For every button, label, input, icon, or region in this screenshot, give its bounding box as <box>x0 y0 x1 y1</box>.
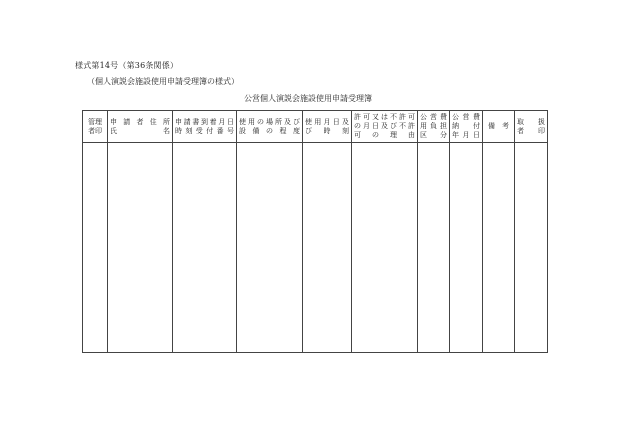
table-cell <box>418 143 450 353</box>
table-cell <box>515 143 548 353</box>
table-cell <box>483 143 515 353</box>
header-row <box>83 111 548 143</box>
column-header-arrival-date-receipt-number: 申請書到着月日 時刻受付番号 <box>173 111 237 143</box>
table-cell <box>450 143 483 353</box>
column-header-cost-burden-category: 公営費 用負担 区 分 <box>418 111 450 143</box>
table-cell <box>303 143 352 353</box>
table-cell <box>173 143 237 353</box>
column-header-applicant-address-name: 申請者住所 氏 名 <box>108 111 173 143</box>
table-cell <box>108 143 173 353</box>
table-row <box>83 143 548 353</box>
table-cell <box>83 143 108 353</box>
column-header-permission-reason: 許可又は不許可 の月日及び不許 可の理由 <box>352 111 418 143</box>
register-table <box>82 110 548 353</box>
column-header-use-date-time: 使用月日及 び 時 刻 <box>303 111 352 143</box>
form-number: 様式第14号（第36条関係） <box>75 61 179 70</box>
column-header-remarks: 備 考 <box>483 111 515 143</box>
register-title: 公営個人演説会施設使用申請受理簿 <box>244 94 372 103</box>
column-header-payment-date: 公営費 納 付 年月日 <box>450 111 483 143</box>
table-cell <box>352 143 418 353</box>
column-header-handler-seal: 取 扱 者 印 <box>515 111 548 143</box>
form-subtitle: （個人演説会施設使用申請受理簿の様式） <box>87 77 239 86</box>
column-header-place-and-equipment: 使用の場所及び 設備の程度 <box>237 111 303 143</box>
column-header-manager-seal: 管理 者印 <box>83 111 108 143</box>
table-cell <box>237 143 303 353</box>
